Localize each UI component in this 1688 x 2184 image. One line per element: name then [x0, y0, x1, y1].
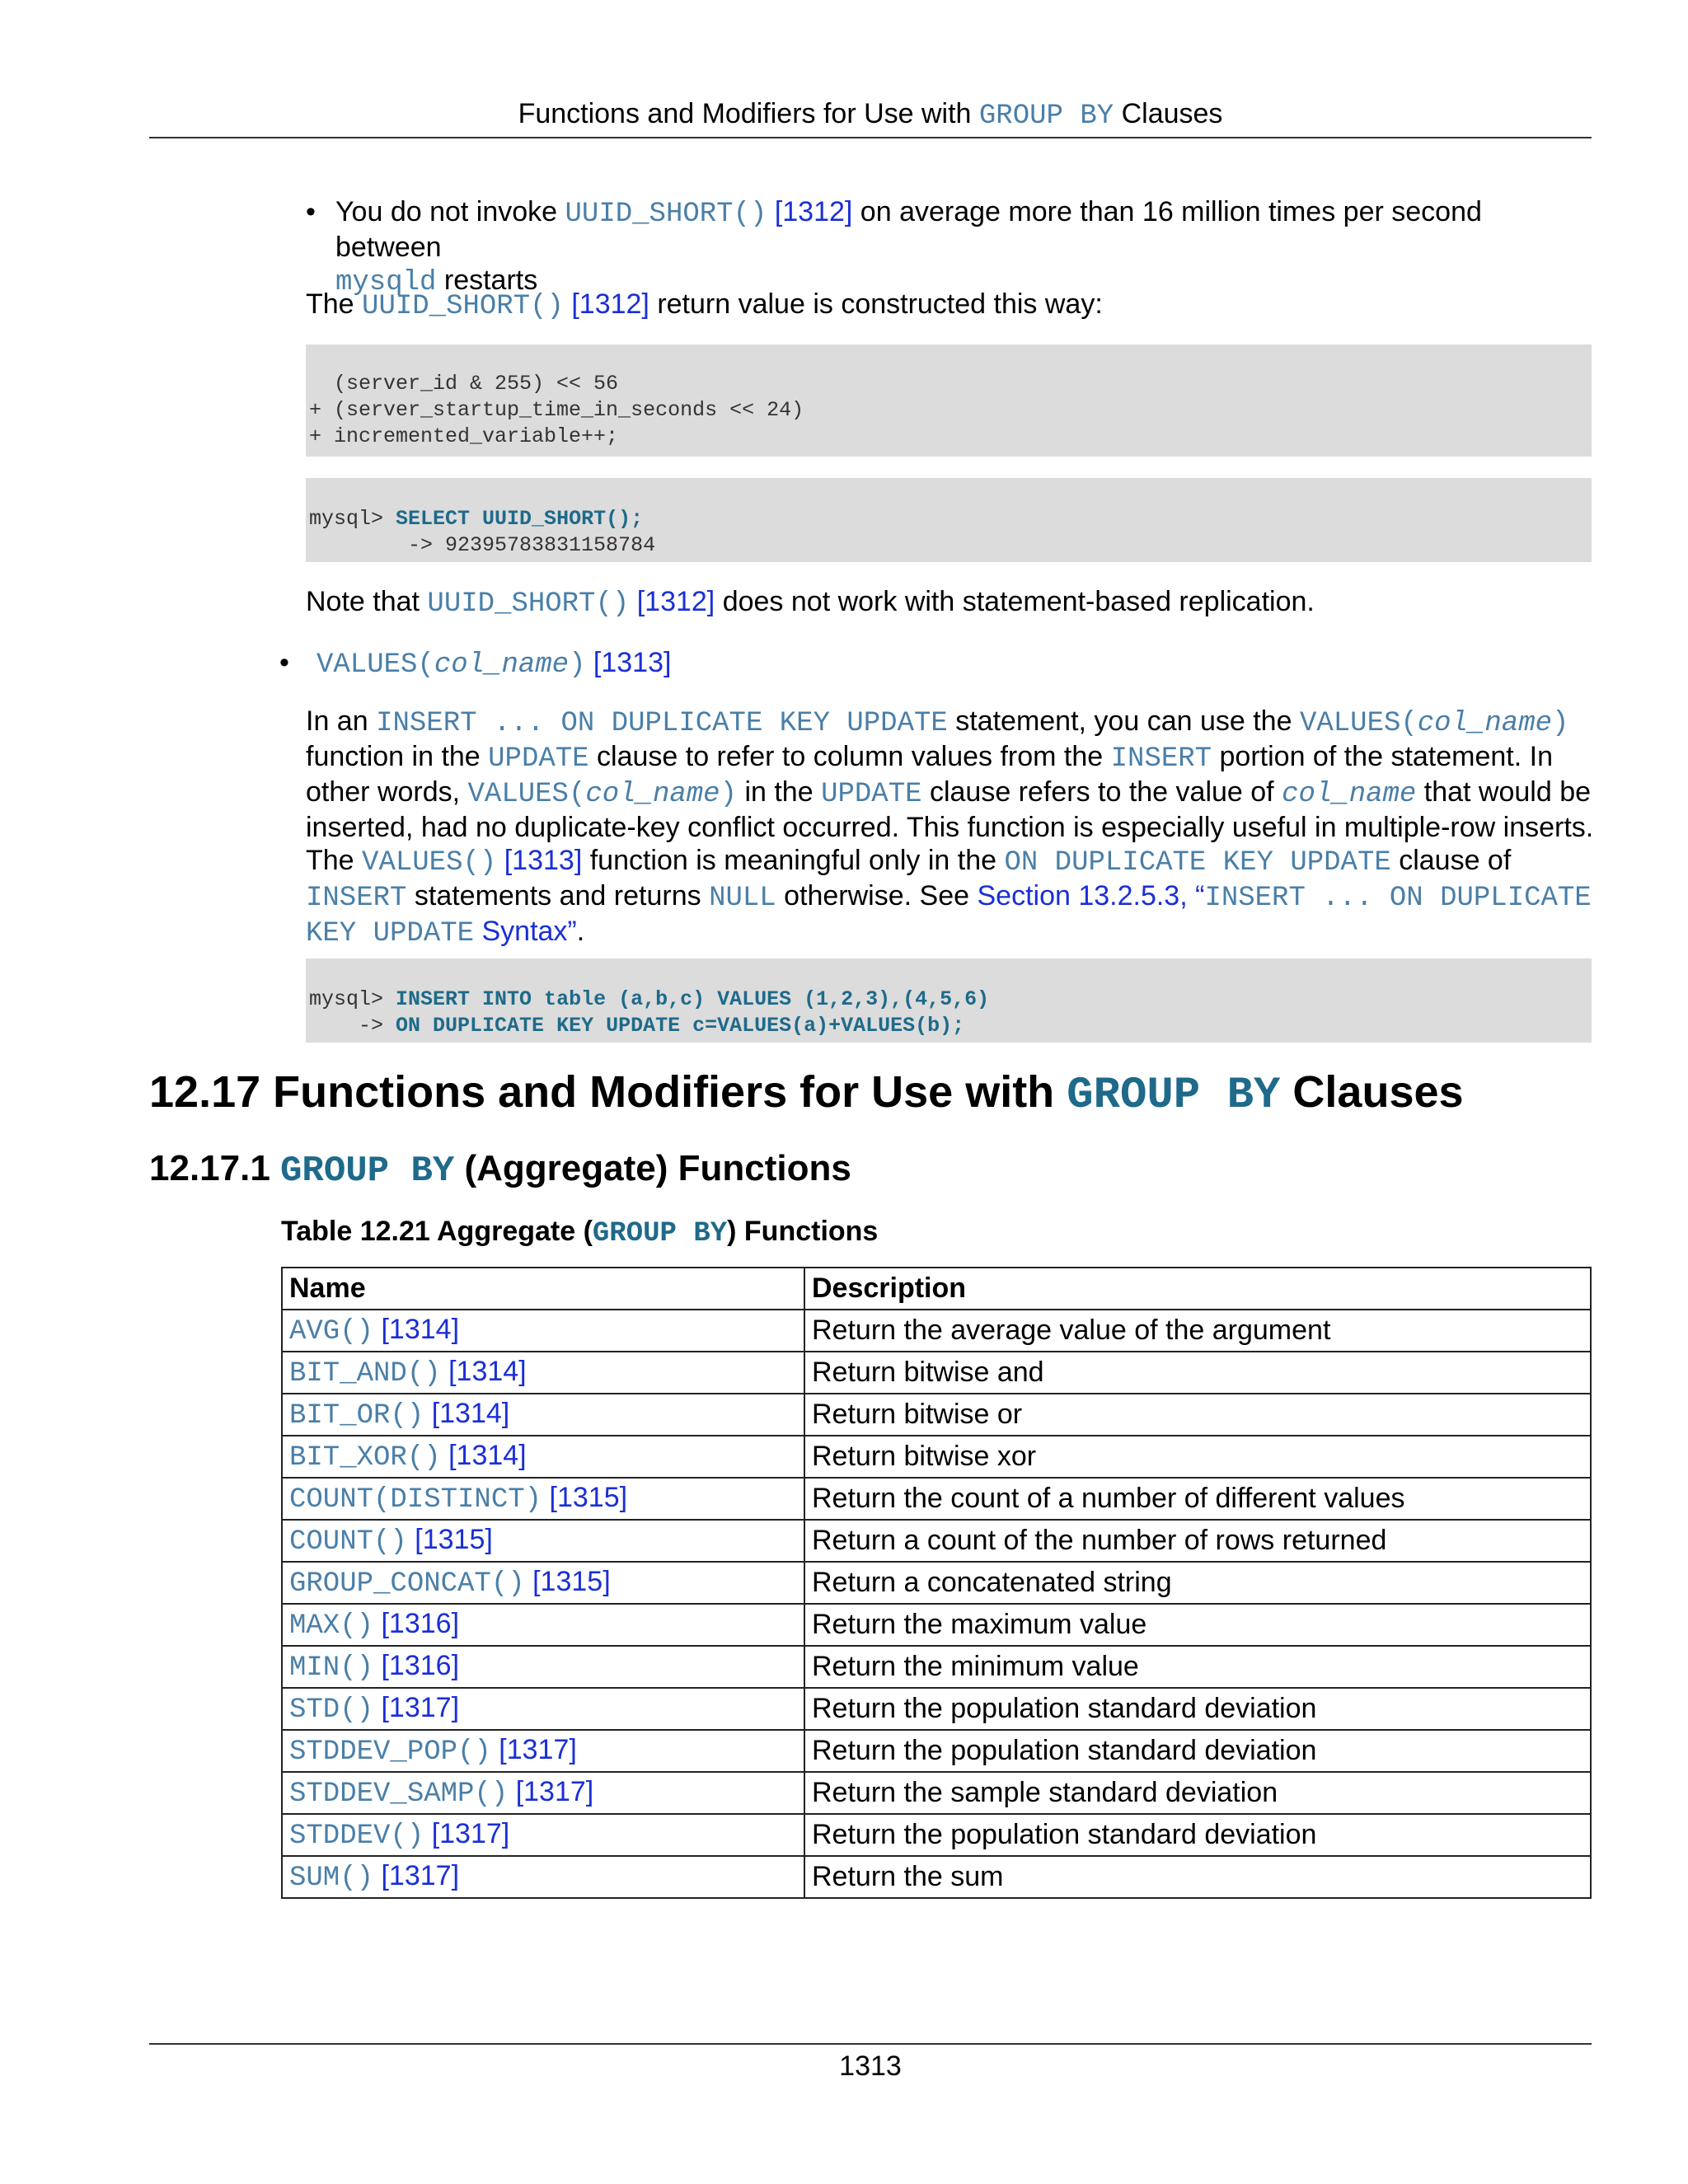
page-ref-link[interactable]: [1315]	[532, 1566, 611, 1597]
bullet-dot: •	[279, 647, 289, 678]
table-row	[282, 1604, 1591, 1646]
text: restarts	[436, 265, 538, 296]
table-row	[282, 1520, 1591, 1562]
table-header-row	[282, 1268, 1591, 1310]
function-name-cell	[282, 1856, 804, 1898]
function-name-cell	[282, 1478, 804, 1520]
text: on average more than 16 million times per second between	[335, 196, 1482, 263]
bullet-uuid-text	[335, 195, 1592, 299]
code-line: (server_id & 255) << 56	[309, 372, 619, 396]
insert-link[interactable]: INSERT	[306, 883, 407, 914]
column-header-name: Name	[282, 1268, 804, 1310]
uuid-short-link[interactable]: UUID_SHORT()	[427, 588, 630, 620]
page-ref-link[interactable]: [1314]	[448, 1440, 527, 1471]
code-continuation: ->	[309, 1014, 396, 1038]
table-row	[282, 1814, 1591, 1856]
function-name-cell	[282, 1394, 804, 1436]
table-row	[282, 1730, 1591, 1772]
code-statement: SELECT UUID_SHORT();	[396, 507, 644, 531]
function-name-cell	[282, 1562, 804, 1604]
footer-rule	[149, 2043, 1592, 2045]
insert-link[interactable]: INSERT	[1110, 743, 1212, 775]
values-function-link[interactable]: VALUES(col_name)	[316, 649, 586, 681]
table-row	[282, 1352, 1591, 1394]
function-description-cell: Return bitwise and	[804, 1352, 1591, 1394]
function-description-cell: Return bitwise or	[804, 1394, 1591, 1436]
aggregate-functions-table	[281, 1267, 1592, 1899]
function-description-cell: Return the average value of the argument	[804, 1310, 1591, 1352]
function-link[interactable]: BIT_AND()	[289, 1358, 441, 1390]
function-description-cell: Return the maximum value	[804, 1604, 1591, 1646]
page-ref-link[interactable]: [1317]	[515, 1776, 594, 1807]
text: The	[306, 288, 363, 320]
table-row	[282, 1688, 1591, 1730]
mysqld-link[interactable]: mysqld	[335, 267, 437, 298]
page-ref-link[interactable]: [1314]	[431, 1398, 510, 1429]
page-ref-link[interactable]: [1312]	[571, 288, 649, 320]
page-ref-link[interactable]: [1312]	[774, 196, 853, 227]
function-name-cell	[282, 1604, 804, 1646]
function-link[interactable]: MAX()	[289, 1610, 374, 1642]
table-row	[282, 1310, 1591, 1352]
header-text: Functions and Modifiers for Use with	[518, 98, 979, 129]
code-prompt: mysql>	[309, 507, 396, 531]
uuid-return-text	[306, 288, 1592, 323]
table-row	[282, 1562, 1591, 1604]
function-name-cell	[282, 1310, 804, 1352]
function-description-cell: Return bitwise xor	[804, 1436, 1591, 1478]
values-function-link[interactable]: VALUES(col_name)	[467, 779, 737, 810]
page-ref-link[interactable]: [1312]	[636, 586, 715, 617]
text: return value is constructed this way:	[649, 288, 1103, 320]
section-heading: 12.17 Functions and Modifiers for Use with GROUP BY Clauses	[149, 1067, 1464, 1121]
function-description-cell: Return the minimum value	[804, 1646, 1591, 1688]
function-link[interactable]: COUNT()	[289, 1526, 407, 1558]
page-number: 1313	[839, 2050, 902, 2082]
section-link[interactable]: Section 13.2.5.3, “INSERT ... ON DUPLICATE KEY UPDATE Syntax”	[306, 880, 1592, 949]
col-name-ref: col_name	[1282, 779, 1417, 810]
function-name-cell	[282, 1814, 804, 1856]
table-row	[282, 1478, 1591, 1520]
function-link[interactable]: MIN()	[289, 1652, 374, 1684]
function-link[interactable]: BIT_OR()	[289, 1400, 424, 1432]
page-ref-link[interactable]: [1313]	[593, 647, 672, 678]
code-block-uuid-example	[306, 478, 1592, 562]
code-block-insert-example	[306, 958, 1592, 1043]
function-description-cell: Return the population standard deviation	[804, 1814, 1591, 1856]
function-description-cell: Return the sum	[804, 1856, 1591, 1898]
function-link[interactable]: STDDEV()	[289, 1821, 424, 1852]
function-description-cell: Return a count of the number of rows returned	[804, 1520, 1591, 1562]
table-row	[282, 1772, 1591, 1814]
values-paragraph: In an INSERT ... ON DUPLICATE KEY UPDATE statement, you can use the VALUES(col_name) function in the UPDATE clause to refer to column values from the INSERT portion of the statement. In other words, VALUES(col_name) in the UPDATE clause refers to the value of col_name that would be inserted, had no duplicate-key conflict occurred. This function is especially useful in multiple-row inserts. The VALUES() [1313] function is meaningful only in the ON DUPLICATE KEY UPDATE clause of INSERT statements and returns NULL otherwise. See Section 13.2.5.3, “INSERT ... ON DUPLICATE KEY UPDATE Syntax”.	[306, 705, 1594, 949]
table-row	[282, 1394, 1591, 1436]
header-rule	[149, 137, 1592, 138]
values-function-link[interactable]: VALUES(col_name)	[1299, 708, 1569, 739]
function-name-cell	[282, 1646, 804, 1688]
insert-on-duplicate-link[interactable]: INSERT ... ON DUPLICATE KEY UPDATE	[376, 708, 948, 739]
function-name-cell	[282, 1436, 804, 1478]
page-ref-link[interactable]: [1317]	[381, 1692, 460, 1723]
update-link[interactable]: UPDATE	[821, 779, 922, 810]
uuid-short-link[interactable]: UUID_SHORT()	[362, 291, 564, 322]
function-link[interactable]: COUNT(DISTINCT)	[289, 1484, 542, 1516]
function-description-cell: Return a concatenated string	[804, 1562, 1591, 1604]
table-row	[282, 1856, 1591, 1898]
code-line: + incremented_variable++;	[309, 424, 619, 448]
code-statement: INSERT INTO table (a,b,c) VALUES (1,2,3),(4,5,6)	[396, 987, 990, 1011]
page-ref-link[interactable]: [1316]	[381, 1608, 460, 1639]
function-name-cell	[282, 1688, 804, 1730]
code-line: + (server_startup_time_in_seconds << 24)	[309, 398, 804, 422]
function-link[interactable]: AVG()	[289, 1316, 374, 1347]
function-link[interactable]: STD()	[289, 1694, 374, 1726]
values-function-link[interactable]: VALUES()	[362, 847, 497, 879]
table-row	[282, 1436, 1591, 1478]
function-name-cell	[282, 1772, 804, 1814]
function-description-cell: Return the count of a number of different values	[804, 1478, 1591, 1520]
table-row	[282, 1646, 1591, 1688]
page-ref-link[interactable]: [1317]	[431, 1818, 510, 1849]
subsection-heading: 12.17.1 GROUP BY (Aggregate) Functions	[149, 1148, 851, 1192]
header-suffix: Clauses	[1114, 98, 1223, 129]
page-ref-link[interactable]: [1315]	[549, 1482, 628, 1513]
page-ref-link[interactable]: [1317]	[381, 1860, 460, 1891]
update-link[interactable]: UPDATE	[488, 743, 589, 775]
page-ref-link[interactable]: [1314]	[448, 1356, 527, 1387]
function-name-cell	[282, 1520, 804, 1562]
page-ref-link[interactable]: [1314]	[381, 1314, 460, 1345]
note-text	[306, 585, 1592, 621]
page-ref-link[interactable]: [1317]	[499, 1734, 577, 1765]
function-description-cell: Return the sample standard deviation	[804, 1772, 1591, 1814]
code-block-uuid-formula	[306, 344, 1592, 457]
values-item	[316, 646, 671, 682]
function-link[interactable]: GROUP_CONCAT()	[289, 1568, 525, 1600]
page-header	[149, 94, 1592, 136]
function-name-cell	[282, 1352, 804, 1394]
text: Note that	[306, 586, 428, 617]
code-result: -> 92395783831158784	[309, 533, 656, 557]
null-link[interactable]: NULL	[709, 883, 776, 914]
header-code: GROUP BY	[978, 101, 1114, 132]
code-prompt: mysql>	[309, 987, 396, 1011]
column-header-description: Description	[804, 1268, 1591, 1310]
function-description-cell: Return the population standard deviation	[804, 1730, 1591, 1772]
page-ref-link[interactable]: [1313]	[504, 845, 583, 876]
function-name-cell	[282, 1730, 804, 1772]
page-ref-link[interactable]: [1315]	[415, 1524, 493, 1555]
text: does not work with statement-based replication.	[715, 586, 1315, 617]
function-link[interactable]: BIT_XOR()	[289, 1442, 441, 1474]
text: You do not invoke	[335, 196, 565, 227]
bullet-dot: •	[306, 196, 316, 227]
page-ref-link[interactable]: [1316]	[381, 1650, 460, 1681]
function-description-cell: Return the population standard deviation	[804, 1688, 1591, 1730]
function-link[interactable]: SUM()	[289, 1863, 374, 1894]
table-caption: Table 12.21 Aggregate (GROUP BY) Functions	[281, 1216, 879, 1249]
code-statement: ON DUPLICATE KEY UPDATE c=VALUES(a)+VALUES(b);	[396, 1014, 965, 1038]
on-duplicate-link[interactable]: ON DUPLICATE KEY UPDATE	[1004, 847, 1391, 879]
function-link[interactable]: STDDEV_SAMP()	[289, 1779, 509, 1810]
function-link[interactable]: STDDEV_POP()	[289, 1736, 491, 1768]
uuid-short-link[interactable]: UUID_SHORT()	[565, 199, 767, 230]
